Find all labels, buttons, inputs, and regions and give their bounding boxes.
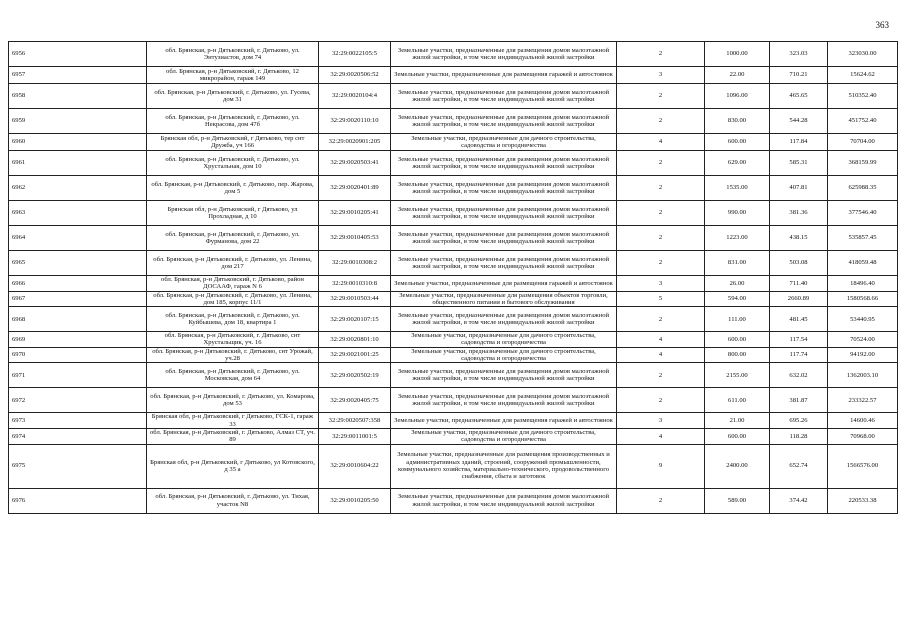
row-cadastral-number: 32:29:0011001:5 xyxy=(319,428,391,444)
row-id: 6965 xyxy=(9,251,147,276)
table-row xyxy=(9,226,898,251)
row-cadastral-value: 377546.40 xyxy=(828,201,898,226)
row-address: обл. Брянская, р-н Дятьковский, г. Дятьково, снт Урожай, уч.28 xyxy=(147,347,319,363)
row-address: обл. Брянская, р-н Дятьковский, г. Дятьково, ул. Куйбышева, дом 18, квартира 1 xyxy=(147,307,319,332)
row-id: 6961 xyxy=(9,151,147,176)
row-cadastral-value: 70704.00 xyxy=(828,134,898,151)
row-address: обл. Брянская, р-н Дятьковский, г. Дятьково, ул. Хрустальная, дом 10 xyxy=(147,151,319,176)
row-area: 600.00 xyxy=(705,428,770,444)
table-row xyxy=(9,307,898,332)
row-cadastral-value: 510352.40 xyxy=(828,84,898,109)
row-land-use: Земельные участки, предназначенные для размещения гаражей и автостоянок xyxy=(391,413,617,429)
row-group: 2 xyxy=(617,488,705,513)
row-cadastral-value: 323030.00 xyxy=(828,42,898,67)
row-area: 1223.00 xyxy=(705,226,770,251)
row-specific-value: 503.08 xyxy=(770,251,828,276)
row-cadastral-number: 32:29:0020401:89 xyxy=(319,176,391,201)
row-cadastral-value: 220533.38 xyxy=(828,488,898,513)
row-area: 830.00 xyxy=(705,109,770,134)
table-row xyxy=(9,276,898,292)
row-cadastral-number: 32:29:0020107:15 xyxy=(319,307,391,332)
row-specific-value: 2660.89 xyxy=(770,291,828,307)
table-row xyxy=(9,413,898,429)
row-area: 2400.00 xyxy=(705,444,770,488)
row-address: обл. Брянская, р-н Дятьковский, г. Дятьково, ул. Тихая, участок N8 xyxy=(147,488,319,513)
row-cadastral-value: 451752.40 xyxy=(828,109,898,134)
row-land-use: Земельные участки, предназначенные для размещения домов малоэтажной жилой застройки, в том числе индивидуальной жилой застройки xyxy=(391,307,617,332)
row-id: 6972 xyxy=(9,388,147,413)
row-area: 111.00 xyxy=(705,307,770,332)
table-row xyxy=(9,388,898,413)
row-address: обл. Брянская, р-н Дятьковский, г. Дятьково, ул. Комарова, дом 53 xyxy=(147,388,319,413)
row-cadastral-value: 70968.00 xyxy=(828,428,898,444)
row-id: 6969 xyxy=(9,332,147,348)
row-land-use: Земельные участки, предназначенные для размещения домов малоэтажной жилой застройки, в том числе индивидуальной жилой застройки xyxy=(391,201,617,226)
row-cadastral-number: 32:29:0020901:205 xyxy=(319,134,391,151)
row-id: 6966 xyxy=(9,276,147,292)
row-group: 2 xyxy=(617,151,705,176)
row-area: 831.00 xyxy=(705,251,770,276)
row-cadastral-value: 535857.45 xyxy=(828,226,898,251)
row-address: обл. Брянская, р-н Дятьковский, г. Дятьково, ул. Московская, дом 64 xyxy=(147,363,319,388)
row-cadastral-number: 32:29:0010205:41 xyxy=(319,201,391,226)
row-cadastral-number: 32:29:0020503:41 xyxy=(319,151,391,176)
row-cadastral-value: 94192.00 xyxy=(828,347,898,363)
row-group: 5 xyxy=(617,291,705,307)
row-specific-value: 710.21 xyxy=(770,67,828,84)
row-id: 6974 xyxy=(9,428,147,444)
row-group: 2 xyxy=(617,307,705,332)
row-area: 594.00 xyxy=(705,291,770,307)
row-address: обл. Брянская, р-н Дятьковский, г. Дятьково, ул. Некрасова, дом 47б xyxy=(147,109,319,134)
row-land-use: Земельные участки, предназначенные для дачного строительства, садоводства и огородничества xyxy=(391,428,617,444)
row-cadastral-number: 32:29:0010205:50 xyxy=(319,488,391,513)
row-area: 629.00 xyxy=(705,151,770,176)
row-land-use: Земельные участки, предназначенные для размещения домов малоэтажной жилой застройки, в том числе индивидуальной жилой застройки xyxy=(391,388,617,413)
row-land-use: Земельные участки, предназначенные для размещения домов малоэтажной жилой застройки, в том числе индивидуальной жилой застройки xyxy=(391,488,617,513)
row-address: обл. Брянская, р-н Дятьковский, г. Дятьково, район ДОСААФ, гараж N 6 xyxy=(147,276,319,292)
row-land-use: Земельные участки, предназначенные для размещения домов малоэтажной жилой застройки, в том числе индивидуальной жилой застройки xyxy=(391,226,617,251)
row-address: обл. Брянская, р-н Дятьковский, г. Дятьково, ул. Гусева, дом 31 xyxy=(147,84,319,109)
row-group: 3 xyxy=(617,413,705,429)
row-specific-value: 544.28 xyxy=(770,109,828,134)
row-group: 2 xyxy=(617,388,705,413)
row-specific-value: 465.65 xyxy=(770,84,828,109)
table-row xyxy=(9,201,898,226)
row-group: 4 xyxy=(617,347,705,363)
row-cadastral-value: 625988.35 xyxy=(828,176,898,201)
row-id: 6957 xyxy=(9,67,147,84)
row-id: 6960 xyxy=(9,134,147,151)
row-specific-value: 481.45 xyxy=(770,307,828,332)
row-group: 3 xyxy=(617,276,705,292)
table-row xyxy=(9,42,898,67)
row-group: 9 xyxy=(617,444,705,488)
row-group: 2 xyxy=(617,251,705,276)
row-land-use: Земельные участки, предназначенные для размещения домов малоэтажной жилой застройки, в том числе индивидуальной жилой застройки xyxy=(391,363,617,388)
row-specific-value: 585.31 xyxy=(770,151,828,176)
row-address: Брянская обл, р-н Дятьковский, г Дятьково, ГСК-1, гараж 33 xyxy=(147,413,319,429)
row-area: 22.00 xyxy=(705,67,770,84)
row-address: обл. Брянская, р-н Дятьковский, г. Дятьково, 12 микрорайон, гараж 149 xyxy=(147,67,319,84)
row-cadastral-number: 32:29:0010405:53 xyxy=(319,226,391,251)
row-specific-value: 118.28 xyxy=(770,428,828,444)
row-area: 21.00 xyxy=(705,413,770,429)
row-area: 1096.00 xyxy=(705,84,770,109)
row-specific-value: 711.40 xyxy=(770,276,828,292)
row-address: обл. Брянская, р-н Дятьковский, г. Дятьково, ул. Фурмановa, дом 22 xyxy=(147,226,319,251)
row-cadastral-value: 1362003.10 xyxy=(828,363,898,388)
row-specific-value: 374.42 xyxy=(770,488,828,513)
row-cadastral-value: 18496.40 xyxy=(828,276,898,292)
row-group: 2 xyxy=(617,42,705,67)
row-group: 4 xyxy=(617,332,705,348)
row-group: 4 xyxy=(617,428,705,444)
row-address: Брянская обл, р-н Дятьковский, г Дятьково, тер снт Дружба, уч 166 xyxy=(147,134,319,151)
row-specific-value: 117.54 xyxy=(770,332,828,348)
page-number: 363 xyxy=(875,20,889,30)
row-cadastral-value: 418059.48 xyxy=(828,251,898,276)
row-land-use: Земельные участки, предназначенные для размещения гаражей и автостоянок xyxy=(391,67,617,84)
row-area: 26.00 xyxy=(705,276,770,292)
row-id: 6963 xyxy=(9,201,147,226)
row-land-use: Земельные участки, предназначенные для размещения производственных и административных зданий, строений, сооружений промышленности, коммунального хозяйства, материально-технического, продовольственного снабжения, сбыта и заготовок xyxy=(391,444,617,488)
table-row xyxy=(9,109,898,134)
row-cadastral-number: 32:29:0010308:2 xyxy=(319,251,391,276)
row-cadastral-number: 32:29:0010503:44 xyxy=(319,291,391,307)
row-cadastral-number: 32:29:0020801:10 xyxy=(319,332,391,348)
row-area: 1000.00 xyxy=(705,42,770,67)
row-land-use: Земельные участки, предназначенные для размещения домов малоэтажной жилой застройки, в том числе индивидуальной жилой застройки xyxy=(391,84,617,109)
row-specific-value: 381.87 xyxy=(770,388,828,413)
row-cadastral-number: 32:29:0020110:10 xyxy=(319,109,391,134)
row-cadastral-number: 32:29:0020405:75 xyxy=(319,388,391,413)
table-row xyxy=(9,488,898,513)
row-group: 2 xyxy=(617,176,705,201)
table-row xyxy=(9,134,898,151)
row-group: 2 xyxy=(617,226,705,251)
row-specific-value: 438.15 xyxy=(770,226,828,251)
row-cadastral-value: 15624.62 xyxy=(828,67,898,84)
row-address: обл. Брянская, р-н Дятьковский, г. Дятьково, пер. Жарова, дом 5 xyxy=(147,176,319,201)
row-cadastral-number: 32:29:0010310:8 xyxy=(319,276,391,292)
row-cadastral-number: 32:29:0020506:52 xyxy=(319,67,391,84)
row-cadastral-value: 70524.00 xyxy=(828,332,898,348)
row-group: 2 xyxy=(617,201,705,226)
row-id: 6959 xyxy=(9,109,147,134)
table-row xyxy=(9,84,898,109)
row-specific-value: 632.02 xyxy=(770,363,828,388)
row-land-use: Земельные участки, предназначенные для размещения домов малоэтажной жилой застройки, в том числе индивидуальной жилой застройки xyxy=(391,109,617,134)
row-id: 6973 xyxy=(9,413,147,429)
row-address: обл. Брянская, р-н Дятьковский, г. Дятьково, Алмаз СТ, уч. 89 xyxy=(147,428,319,444)
row-cadastral-number: 32:29:0021001:25 xyxy=(319,347,391,363)
row-specific-value: 652.74 xyxy=(770,444,828,488)
table-row xyxy=(9,151,898,176)
row-cadastral-number: 32:29:0020104:4 xyxy=(319,84,391,109)
row-address: обл. Брянская, р-н Дятьковский, г. Дятьково, снт Хрустальщик, уч. 16 xyxy=(147,332,319,348)
row-cadastral-number: 32:29:0020502:19 xyxy=(319,363,391,388)
row-id: 6967 xyxy=(9,291,147,307)
row-cadastral-number: 32:29:0020507:358 xyxy=(319,413,391,429)
row-specific-value: 381.36 xyxy=(770,201,828,226)
cadastral-value-table xyxy=(8,41,898,514)
row-cadastral-value: 368159.99 xyxy=(828,151,898,176)
row-area: 600.00 xyxy=(705,332,770,348)
row-land-use: Земельные участки, предназначенные для дачного строительства, садоводства и огородничества xyxy=(391,332,617,348)
row-land-use: Земельные участки, предназначенные для размещения гаражей и автостоянок xyxy=(391,276,617,292)
row-specific-value: 323.03 xyxy=(770,42,828,67)
row-id: 6956 xyxy=(9,42,147,67)
row-specific-value: 117.74 xyxy=(770,347,828,363)
row-land-use: Земельные участки, предназначенные для дачного строительства, садоводства и огородничества xyxy=(391,134,617,151)
row-area: 600.00 xyxy=(705,134,770,151)
row-land-use: Земельные участки, предназначенные для размещения объектов торговли, общественного питания и бытового обслуживания xyxy=(391,291,617,307)
row-address: обл. Брянская, р-н Дятьковский, г. Дятьково, ул. Энтузиастов, дом 74 xyxy=(147,42,319,67)
row-id: 6962 xyxy=(9,176,147,201)
row-specific-value: 117.84 xyxy=(770,134,828,151)
row-id: 6976 xyxy=(9,488,147,513)
row-area: 990.00 xyxy=(705,201,770,226)
row-area: 2155.00 xyxy=(705,363,770,388)
row-cadastral-number: 32:29:0010604:22 xyxy=(319,444,391,488)
row-area: 1535.00 xyxy=(705,176,770,201)
row-id: 6975 xyxy=(9,444,147,488)
table-row xyxy=(9,332,898,348)
table-row xyxy=(9,363,898,388)
row-address: обл. Брянская, р-н Дятьковский, г. Дятьково, ул. Ленина, дом 185, корпус 11/1 xyxy=(147,291,319,307)
row-land-use: Земельные участки, предназначенные для дачного строительства, садоводства и огородничества xyxy=(391,347,617,363)
row-land-use: Земельные участки, предназначенные для размещения домов малоэтажной жилой застройки, в том числе индивидуальной жилой застройки xyxy=(391,251,617,276)
row-cadastral-value: 1580568.66 xyxy=(828,291,898,307)
table-row xyxy=(9,251,898,276)
row-id: 6958 xyxy=(9,84,147,109)
row-area: 611.00 xyxy=(705,388,770,413)
row-group: 3 xyxy=(617,67,705,84)
row-land-use: Земельные участки, предназначенные для размещения домов малоэтажной жилой застройки, в том числе индивидуальной жилой застройки xyxy=(391,176,617,201)
row-id: 6971 xyxy=(9,363,147,388)
row-area: 800.00 xyxy=(705,347,770,363)
row-cadastral-number: 32:29:0022105:5 xyxy=(319,42,391,67)
row-id: 6970 xyxy=(9,347,147,363)
row-land-use: Земельные участки, предназначенные для размещения домов малоэтажной жилой застройки, в том числе индивидуальной жилой застройки xyxy=(391,151,617,176)
table-row xyxy=(9,347,898,363)
row-specific-value: 407.81 xyxy=(770,176,828,201)
row-cadastral-value: 53440.95 xyxy=(828,307,898,332)
row-group: 2 xyxy=(617,363,705,388)
table-row xyxy=(9,444,898,488)
row-group: 2 xyxy=(617,109,705,134)
row-group: 2 xyxy=(617,84,705,109)
row-address: Брянская обл, р-н Дятьковский, г Дятьково, ул Котовского, д 35 а xyxy=(147,444,319,488)
row-id: 6964 xyxy=(9,226,147,251)
row-cadastral-value: 233322.57 xyxy=(828,388,898,413)
row-specific-value: 695.26 xyxy=(770,413,828,429)
row-group: 4 xyxy=(617,134,705,151)
row-land-use: Земельные участки, предназначенные для размещения домов малоэтажной жилой застройки, в том числе индивидуальной жилой застройки xyxy=(391,42,617,67)
row-address: обл. Брянская, р-н Дятьковский, г. Дятьково, ул. Ленина, дом 217 xyxy=(147,251,319,276)
table-row xyxy=(9,176,898,201)
row-id: 6968 xyxy=(9,307,147,332)
table-row xyxy=(9,291,898,307)
row-cadastral-value: 1566576.00 xyxy=(828,444,898,488)
row-address: Брянская обл, р-н Дятьковский, г Дятьково, ул Прохладная, д 10 xyxy=(147,201,319,226)
row-cadastral-value: 14600.46 xyxy=(828,413,898,429)
table-row xyxy=(9,428,898,444)
table-row xyxy=(9,67,898,84)
row-area: 589.00 xyxy=(705,488,770,513)
